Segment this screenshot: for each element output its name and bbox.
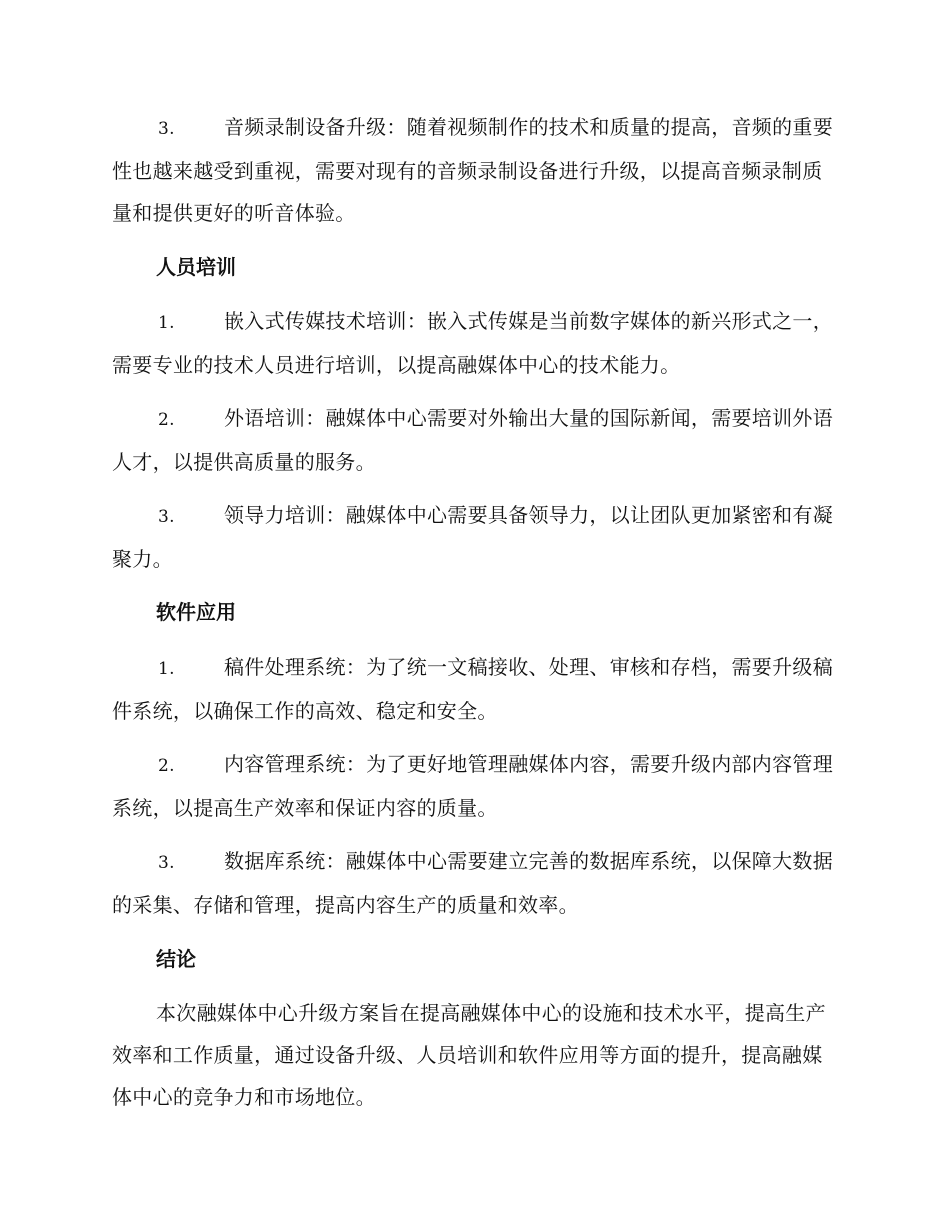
item-text: 稿件处理系统：为了统一文稿接收、处理、审核和存档，需要升级稿件系统，以确保工作的高效、稳定和安全。 [112, 655, 833, 723]
item-text: 音频录制设备升级：随着视频制作的技术和质量的提高，音频的重要性也越来越受到重视，需要对现有的音频录制设备进行升级，以提高音频录制质量和提供更好的听音体验。 [112, 115, 833, 225]
item-text: 领导力培训：融媒体中心需要具备领导力，以让团队更加紧密和有凝聚力。 [112, 503, 833, 571]
item-number: 3. [158, 507, 175, 527]
item-number: 3. [158, 853, 175, 873]
item-number: 2. [158, 756, 175, 776]
item-number: 3. [158, 119, 175, 139]
item-number: 1. [158, 659, 175, 679]
item-text: 数据库系统：融媒体中心需要建立完善的数据库系统，以保障大数据的采集、存储和管理，提高内容生产的质量和效率。 [112, 849, 833, 917]
item-number: 2. [158, 410, 175, 430]
item-text: 内容管理系统：为了更好地管理融媒体内容，需要升级内部内容管理系统，以提高生产效率和保证内容的质量。 [112, 752, 833, 820]
list-item [112, 743, 836, 829]
section-heading-conclusion: 结论 [156, 947, 196, 971]
list-item [112, 494, 836, 580]
conclusion-paragraph: 本次融媒体中心升级方案旨在提高融媒体中心的设施和技术水平，提高生产效率和工作质量，通过设备升级、人员培训和软件应用等方面的提升，提高融媒体中心的竞争力和市场地位。 [112, 1001, 826, 1109]
item-text: 外语培训：融媒体中心需要对外输出大量的国际新闻，需要培训外语人才，以提供高质量的服务。 [112, 406, 833, 474]
list-item [112, 106, 836, 234]
section-heading-software: 软件应用 [156, 600, 236, 624]
item-number: 1. [158, 313, 175, 333]
section-heading-training: 人员培训 [156, 255, 236, 279]
list-item [112, 397, 836, 483]
list-item [112, 646, 836, 732]
list-item [112, 840, 836, 926]
list-item [112, 300, 836, 386]
item-text: 嵌入式传媒技术培训：嵌入式传媒是当前数字媒体的新兴形式之一，需要专业的技术人员进行培训，以提高融媒体中心的技术能力。 [112, 309, 833, 377]
